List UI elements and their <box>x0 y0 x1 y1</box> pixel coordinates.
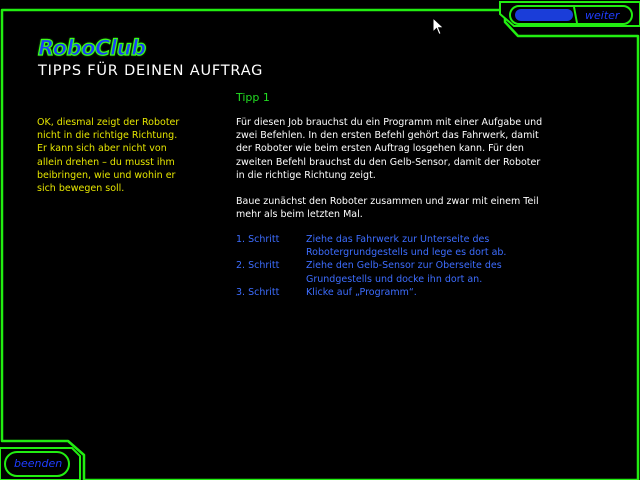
step-label: 1. Schritt <box>236 234 280 245</box>
step-text: Klicke auf „Programm“. <box>306 286 417 298</box>
page-title: TIPPS FÜR DEINEN AUFTRAG <box>38 63 264 79</box>
tip-paragraph-2: Baue zunächst den Roboter zusammen und zwar mit einem Teil mehr als beim letzten Mal. <box>236 196 539 221</box>
tip-heading: Tipp 1 <box>236 91 270 104</box>
step-text: Ziehe den Gelb-Sensor zur Oberseite des Grundgestells und docke ihn dort an. <box>306 260 502 285</box>
weiter-label: weiter <box>585 9 620 22</box>
beenden-label: beenden <box>14 457 63 470</box>
step-label: 3. Schritt <box>236 286 280 298</box>
step-label: 2. Schritt <box>236 260 280 272</box>
step-text: Ziehe das Fahrwerk zur Unterseite des Robotergrundgestells und lege es dort ab. <box>306 234 507 259</box>
beenden-button[interactable] <box>5 452 69 476</box>
weiter-button[interactable] <box>510 6 632 24</box>
roboclub-logo: RoboClub <box>38 36 146 60</box>
side-note: OK, diesmal zeigt der Roboter nicht in die richtige Richtung. Er kann sich aber nicht von allein drehen – du musst ihm beibringen, wie und wohin er sich bewegen soll. <box>37 117 180 195</box>
step-item <box>236 286 596 299</box>
mouse-cursor-icon <box>432 17 446 37</box>
tip-paragraph-1: Für diesen Job brauchst du ein Programm mit einer Aufgabe und zwei Befehlen. In den ersten Befehl gehört das Fahrwerk, damit der Roboter wie beim ersten Auftrag losgehen kann. Für den zweiten Befehl brauchst du den Gelb-Sensor, damit der Roboter in die richtige Richtung zeigt. <box>236 117 543 181</box>
step-list <box>236 233 596 299</box>
step-item <box>236 233 596 259</box>
step-item <box>236 259 596 285</box>
